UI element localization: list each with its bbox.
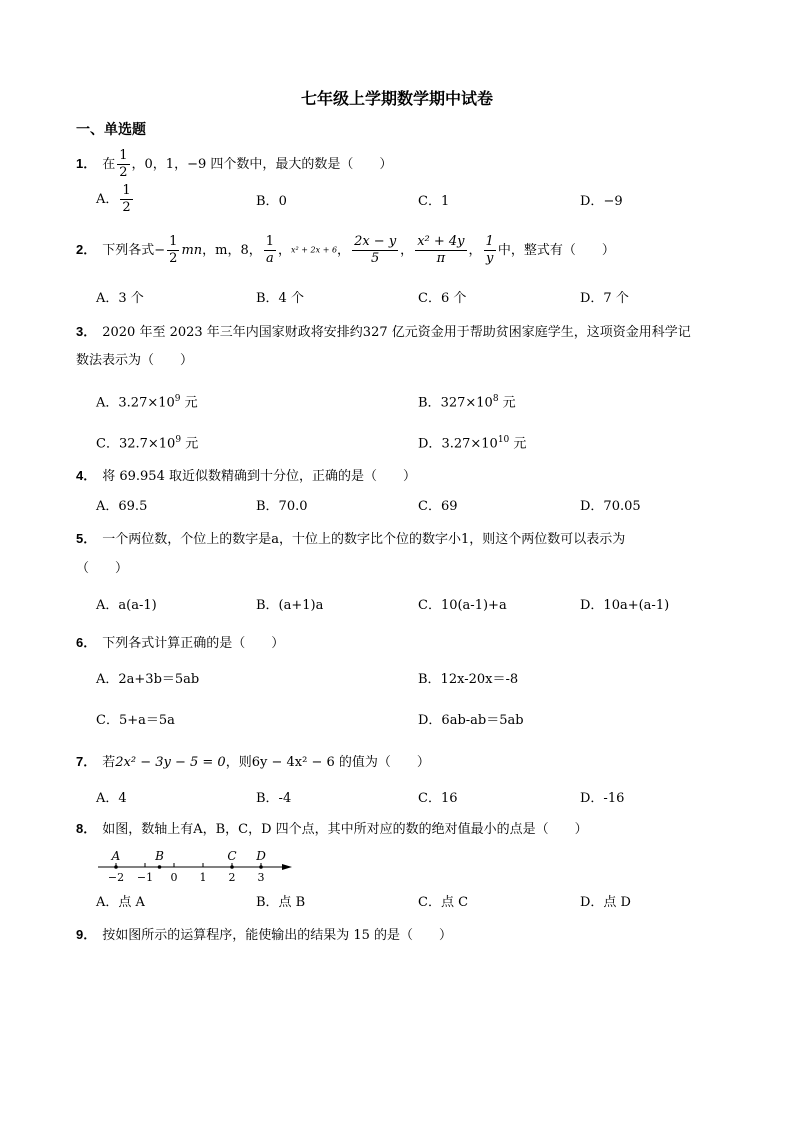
option-d[interactable]: D．点 D: [580, 895, 631, 910]
equation: 2x² − 3y − 5 = 0: [115, 755, 226, 770]
page-title: 七年级上学期数学期中试卷: [300, 89, 493, 108]
option-a[interactable]: A．69.5: [96, 499, 148, 514]
option-a[interactable]: A．a(a-1): [96, 598, 157, 613]
question-number: 7．: [76, 754, 97, 769]
question-8: 8． 如图，数轴上有A，B，C，D 四个点，其中所对应的数的绝对值最小的点是（ ）: [76, 821, 588, 837]
question-2: 2． 下列各式− $\frac{1}{2}$ mn，m，8， $\frac{1}{a}$ ，x² + 2x + 6， $\frac{2x - y}{5}$ ， $\frac{\text{x² + 4y}}{\pi}$ ， $\frac{1}{y}$ 中，整式有（ ）: [76, 234, 615, 266]
tick-label: 0: [170, 871, 178, 884]
option-d[interactable]: D．6ab-ab＝5ab: [418, 713, 524, 728]
point-dot: [259, 865, 263, 869]
option-a[interactable]: A．$3.27\times 10^9$ 元: [96, 394, 198, 411]
point-dot: [158, 865, 162, 869]
tick-label: 3: [257, 871, 265, 884]
question-3: 3． 2020 年至 2023 年三年内国家财政将安排约327 亿元资金用于帮助贫困家庭学生，这项资金用科学记: [76, 324, 691, 340]
option-c[interactable]: C．点 C: [418, 895, 469, 910]
tick-label: 2: [228, 871, 236, 884]
option-b[interactable]: B．点 B: [256, 895, 306, 910]
option-b[interactable]: B．(a+1)a: [256, 598, 324, 613]
option-c[interactable]: C．$32.7\times 10^9$ 元: [96, 435, 199, 452]
point-label: B: [155, 849, 164, 863]
question-9: 9． 按如图所示的运算程序，能使输出的结果为 15 的是（ ）: [76, 927, 453, 943]
fraction: $\frac{2x - y}{5}$: [354, 234, 397, 266]
number-line-points: [111, 849, 267, 869]
question-number: 2．: [76, 242, 97, 257]
question-3-line2: 数法表示为（ ）: [76, 353, 194, 368]
question-text: 在: [102, 157, 116, 172]
tick-label: 1: [199, 871, 207, 884]
expression: 6y − 4x² − 6: [251, 755, 335, 770]
question-7: 7． 若2x² − 3y − 5 = 0，则6y − 4x² − 6 的值为（ ）: [76, 754, 430, 770]
option-d[interactable]: D．−9: [580, 194, 623, 209]
question-5-line2: （ ）: [76, 561, 129, 576]
question-number: 3．: [76, 324, 97, 339]
small-expression: x² + 2x + 6: [291, 245, 338, 255]
option-d[interactable]: D．10a+(a-1): [580, 598, 670, 613]
option-d[interactable]: D．-16: [580, 791, 625, 806]
option-a[interactable]: A．3 个: [96, 291, 144, 306]
option-b[interactable]: B．-4: [256, 791, 292, 806]
tick-label: −1: [136, 871, 154, 884]
option-c[interactable]: C．69: [418, 499, 458, 514]
fraction: $\frac{\text{x² + 4y}}{\pi}$: [417, 234, 465, 266]
option-b[interactable]: B．12x-20x＝-8: [418, 672, 519, 687]
question-6: 6． 下列各式计算正确的是（ ）: [76, 635, 285, 651]
question-number: 4．: [76, 468, 97, 483]
point-label: A: [111, 849, 121, 863]
option-d[interactable]: D．$3.27\times 10^{10}$ 元: [418, 435, 527, 452]
question-number: 6．: [76, 635, 97, 650]
question-number: 1．: [76, 156, 97, 171]
fraction: $\frac{1}{a}$: [265, 234, 275, 266]
question-text: ，0，1，−9 四个数中，最大的数是（ ）: [131, 157, 393, 172]
fraction: $\frac{1}{2}$: [119, 148, 128, 180]
question-5: 5． 一个两位数，个位上的数字是a，十位上的数字比个位的数字小1，则这个两位数可以表示为: [76, 531, 626, 547]
arrow-head-icon: [282, 864, 292, 870]
section-heading: 一、单选题: [76, 122, 146, 138]
question-number: 8．: [76, 821, 97, 836]
question-number: 5．: [76, 531, 97, 546]
option-b[interactable]: B．0: [256, 194, 287, 209]
option-b[interactable]: B．70.0: [256, 499, 308, 514]
option-a[interactable]: A． $\frac{1}{2}$: [96, 183, 131, 215]
option-b[interactable]: B．4 个: [256, 291, 304, 306]
question-1: [76, 148, 392, 181]
fraction: $\frac{1}{y}$: [485, 234, 494, 266]
fraction: $\frac{1}{2}$: [169, 234, 178, 266]
option-c[interactable]: C．16: [418, 791, 458, 806]
point-dot: [230, 865, 234, 869]
number-line-figure: [96, 848, 296, 888]
option-a[interactable]: A．点 A: [96, 895, 145, 910]
option-c[interactable]: C．5+a＝5a: [96, 713, 175, 728]
question-4: 4． 将 69.954 取近似数精确到十分位，正确的是（ ）: [76, 468, 416, 484]
option-b[interactable]: B．$327\times 10^8$ 元: [418, 394, 516, 411]
option-c[interactable]: C．6 个: [418, 291, 467, 306]
option-d[interactable]: D．7 个: [580, 291, 629, 306]
option-c[interactable]: C．10(a-1)+a: [418, 598, 507, 613]
point-label: C: [227, 849, 237, 863]
option-d[interactable]: D．70.05: [580, 499, 641, 514]
point-dot: [114, 865, 118, 869]
option-c[interactable]: C．1: [418, 194, 450, 209]
option-a[interactable]: A．2a+3b＝5ab: [96, 672, 200, 687]
fraction: $\frac{1}{2}$: [122, 183, 131, 215]
option-a[interactable]: A．4: [96, 791, 127, 806]
number-line-ticks: [108, 863, 265, 884]
question-number: 9．: [76, 927, 97, 942]
tick-label: −2: [107, 871, 125, 884]
point-label: D: [256, 849, 266, 863]
